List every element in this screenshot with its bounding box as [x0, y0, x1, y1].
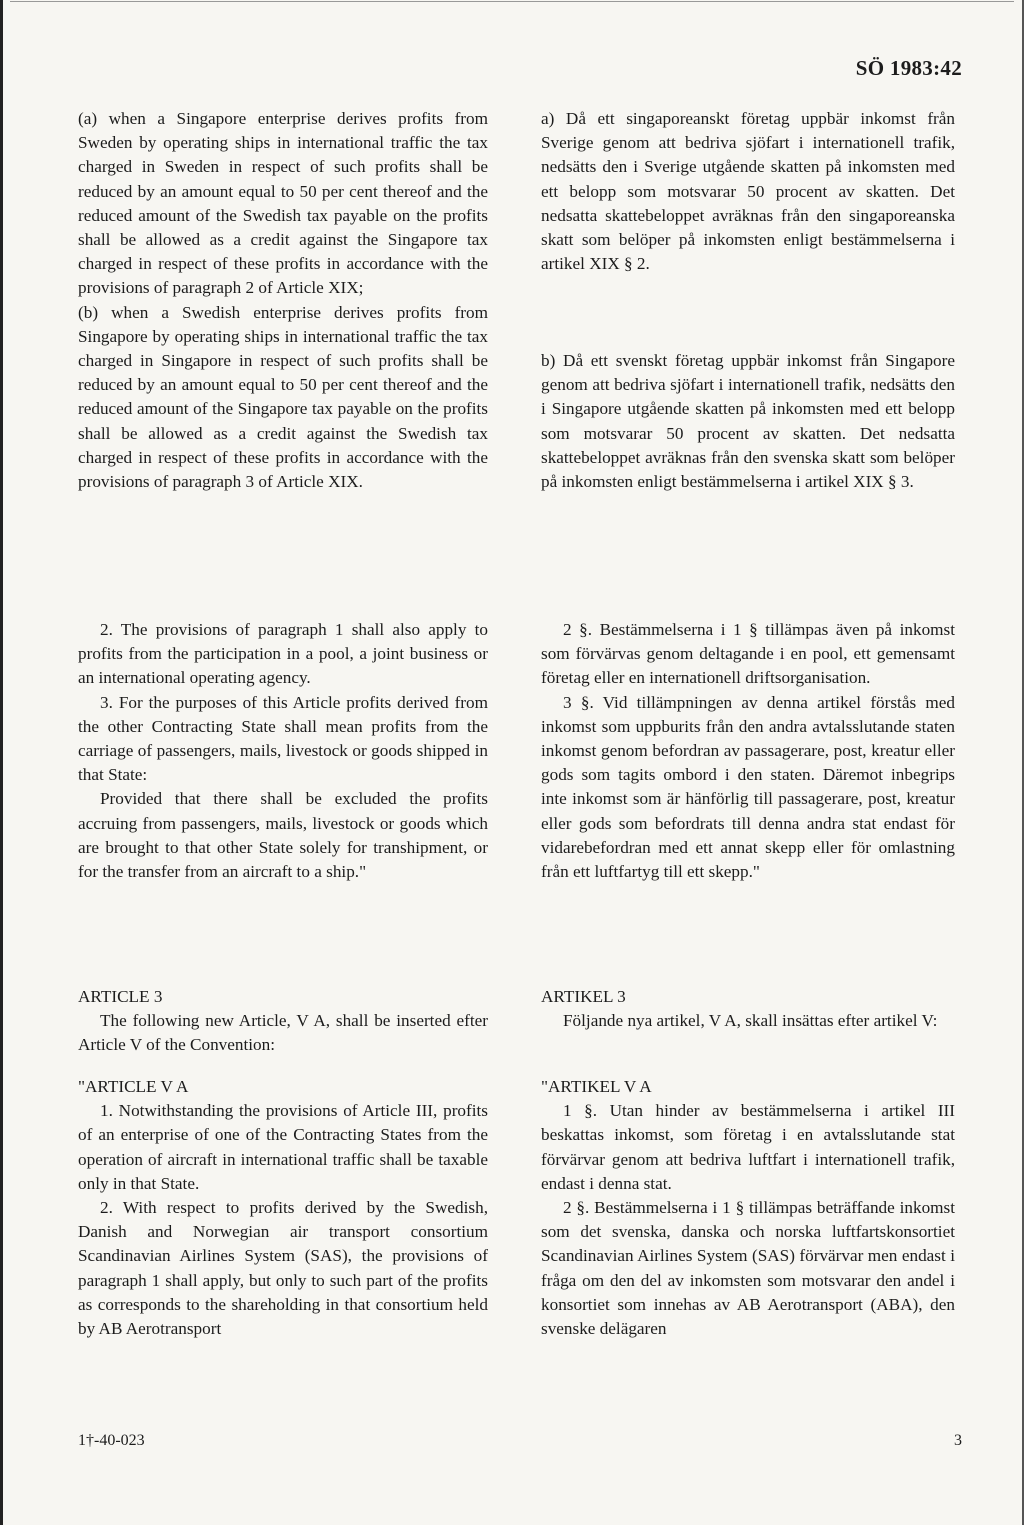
en-paragraph-1 — [78, 107, 488, 494]
en-va-paragraph-2: 2. With respect to profits derived by the Swedish, Danish and Norwegian air transport consortium Scandinavian Airlines System (SAS), the provisions of paragraph 1 shall apply, but only to such part of the profits as corresponds to the shareholding in that consortium held by AB Aerotransport — [78, 1198, 488, 1339]
sv-subparagraph-b: b) Då ett svenskt företag uppbär inkomst från Singapore genom att bedriva sjöfart i internationell trafik, nedsätts den i Singapore utgående skatten på inkomsten med ett belopp som motsvarar 50 procent av skatten. Det nedsatta skattebeloppet avräknas från den svenska skatt som belöper på inkomsten enligt bestämmelserna i artikel XIX § 3. — [541, 351, 955, 492]
en-va-paragraph-1: 1. Notwithstanding the provisions of Article III, profits of an enterprise of one of the Contracting States from the operation of aircraft in international traffic shall be taxable only in that State. — [78, 1101, 488, 1193]
sv-subparagraph-a-block — [541, 107, 955, 276]
footer-code: 1†-40-023 — [78, 1432, 145, 1449]
en-article-va — [78, 1075, 488, 1341]
sv-paragraph-2-block — [541, 618, 955, 884]
en-article-va-heading: "ARTICLE V A — [78, 1077, 189, 1096]
sv-article-3-heading: ARTIKEL 3 — [541, 987, 626, 1006]
document-reference: SÖ 1983:42 — [855, 56, 962, 80]
en-proviso: Provided that there shall be excluded the profits accruing from passengers, mails, livestock or goods which are brought to that other State solely for transhipment, or for the transfer from an aircraft to a ship." — [78, 789, 488, 882]
page-edge — [0, 0, 3, 1525]
en-paragraph-3: 3. For the purposes of this Article profits derived from the other Contracting State shall mean profits from the carriage of passengers, mails, livestock or goods shipped in that State: — [78, 692, 488, 785]
sv-va-paragraph-1: 1 §. Utan hinder av bestämmelserna i artikel III beskattas inkomst, som företag i en avtalsslutande stat förvärvar genom att bedriva luftfart i internationell trafik, endast i denna stat. — [541, 1101, 955, 1193]
sv-article-va-heading: "ARTIKEL V A — [541, 1077, 652, 1096]
sv-subparagraph-a: a) Då ett singaporeanskt företag uppbär inkomst från Sverige genom att bedriva sjöfart i internationell trafik, nedsätts den i Sverige utgående skatten på inkomsten med ett belopp som motsvarar 50 procent av skatten. Det nedsatta skattebeloppet avräknas från den singaporeanska skatt som belöper på inkomsten enligt bestämmelserna i artikel XIX § 2. — [541, 109, 955, 274]
top-rule — [10, 1, 1014, 2]
sv-paragraph-2: 2 §. Bestämmelserna i 1 § tillämpas även på inkomst som förvärvas genom deltagande i en pool, ett gemensamt företag eller en internationell driftsorganisation. — [541, 620, 955, 688]
sv-article-3 — [541, 985, 955, 1033]
en-paragraph-2: 2. The provisions of paragraph 1 shall also apply to profits from the participation in a pool, a joint business or an international operating agency. — [78, 620, 488, 688]
sv-subparagraph-b-block — [541, 349, 955, 494]
en-subparagraph-a: (a) when a Singapore enterprise derives profits from Sweden by operating ships in international traffic the tax charged in Sweden in respect of such profits shall be reduced by an amount equal to 50 per cent thereof and the reduced amount of the Swedish tax payable on the profits shall be allowed as a credit against the Singapore tax charged in respect of these profits in accordance with the provisions of paragraph 2 of Article XIX; — [78, 109, 488, 298]
page-number: 3 — [954, 1432, 962, 1449]
sv-paragraph-3: 3 §. Vid tillämpningen av denna artikel förstås med inkomst som uppburits från den andra avtalsslutande staten inkomst genom befordran av passagerare, post, kreatur eller gods som tagits ombord i den staten. Däremot inbegrips inte inkomst som är hänförlig till passagerare, post, kreatur eller gods som befordrats till denna andra stat endast för vidarebefordran med ett annat skepp eller för omlastning från ett luftfartyg till ett skepp." — [541, 692, 955, 882]
en-subparagraph-b: (b) when a Swedish enterprise derives profits from Singapore by operating ships in international traffic the tax charged in Singapore in respect of such profits shall be reduced by an amount equal to 50 per cent thereof and the reduced amount of the Singapore tax payable on the profits shall be allowed as a credit against the Swedish tax charged in respect of these profits in accordance with the provisions of paragraph 3 of Article XIX. — [78, 302, 488, 492]
en-paragraph-2-block — [78, 618, 488, 884]
sv-va-paragraph-2: 2 §. Bestämmelserna i 1 § tillämpas beträffande inkomst som det svenska, danska och norska luftfartskonsortiet Scandinavian Airlines System (SAS) förvärvar men endast i fråga om den del av inkomsten som motsvarar den andel i konsortiet som innehas av AB Aerotransport (ABA), den svenske delägaren — [541, 1198, 955, 1339]
sv-article-3-text: Följande nya artikel, V A, skall insättas efter artikel V: — [563, 1011, 938, 1031]
en-article-3-text: The following new Article, V A, shall be inserted efter Article V of the Convention: — [78, 1011, 488, 1055]
en-article-3 — [78, 985, 488, 1058]
en-article-3-heading: ARTICLE 3 — [78, 987, 163, 1006]
sv-article-va — [541, 1075, 955, 1341]
